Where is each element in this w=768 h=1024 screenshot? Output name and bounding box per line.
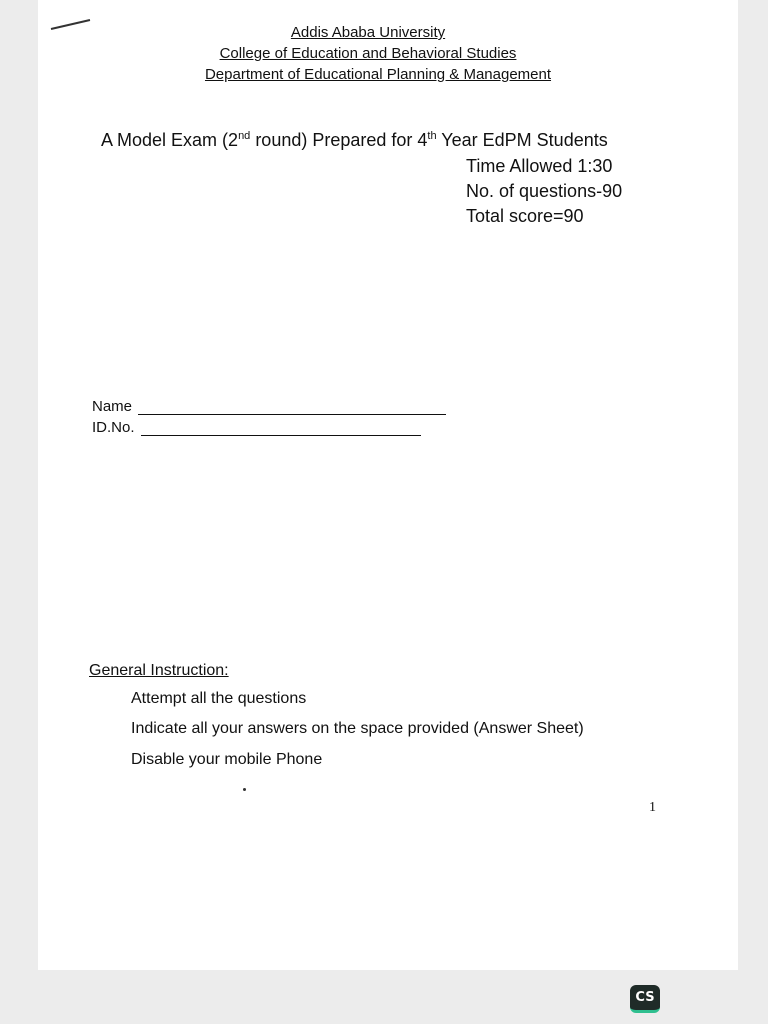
exam-title-superscript-2: th — [427, 130, 437, 142]
department-name: Department of Educational Planning & Management — [204, 66, 552, 83]
university-name: Addis Ababa University — [290, 24, 446, 41]
exam-title — [101, 130, 608, 151]
exam-title-part-2: round) Prepared for 4 — [250, 130, 428, 150]
time-allowed: Time Allowed 1:30 — [466, 156, 613, 176]
instruction-item: Indicate all your answers on the space provided (Answer Sheet) — [131, 720, 584, 737]
college-name: College of Education and Behavioral Studies — [219, 45, 517, 62]
name-field — [92, 398, 446, 415]
camscanner-logo-icon: CS — [630, 985, 660, 1013]
exam-title-part-1: A Model Exam (2 — [101, 130, 239, 150]
id-field — [92, 419, 421, 436]
name-blank-line — [138, 400, 446, 415]
id-blank-line — [141, 421, 421, 436]
stray-dot — [243, 788, 246, 791]
id-label: ID.No. — [92, 419, 135, 436]
name-label: Name — [92, 398, 133, 415]
question-count: No. of questions-90 — [466, 181, 623, 201]
total-score: Total score=90 — [466, 206, 584, 226]
instruction-item: Disable your mobile Phone — [131, 751, 323, 768]
page-number: 1 — [649, 800, 656, 815]
instruction-item: Attempt all the questions — [131, 690, 307, 707]
exam-title-superscript-1: nd — [238, 130, 251, 142]
instructions-heading: General Instruction: — [89, 662, 229, 679]
exam-title-part-3: Year EdPM Students — [436, 130, 608, 150]
